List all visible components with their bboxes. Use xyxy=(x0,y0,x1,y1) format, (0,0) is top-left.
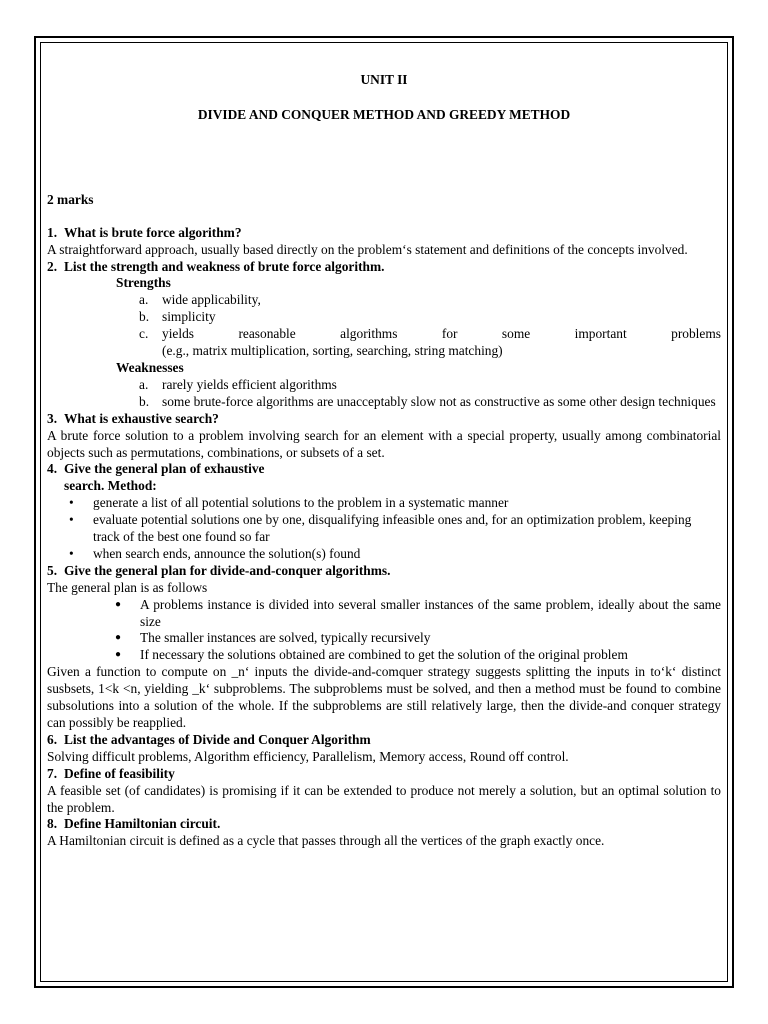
bullet-icon: • xyxy=(69,512,74,528)
list-item: a. rarely yields efficient algorithms xyxy=(139,376,337,392)
question-text-cont: search. Method: xyxy=(64,478,157,494)
answer-1: A straightforward approach, usually based directly on the problem‘s statement and definitions of the concepts involved. xyxy=(47,241,688,257)
answer-8: A Hamiltonian circuit is defined as a cycle that passes through all the vertices of the graph exactly once. xyxy=(47,833,605,849)
question-3 xyxy=(47,411,721,428)
bullet-icon: • xyxy=(69,495,74,511)
answer-5-paragraph: Given a function to compute on _n‘ inputs the divide-and-comquer strategy suggests splitting the inputs in to‘k‘ distinct susbsets, 1<k <n, yielding _k‘ subproblems. The subproblems must be solved, and then a method must be found to combine subsolutions into a solution of the whole. If the subproblems are still relatively large, then the divide-and conquer strategy can possibly be reapplied. xyxy=(47,664,721,730)
bullet-item: ● A problems instance is divided into several smaller instances of the same problem, ideally about the same size xyxy=(115,596,721,629)
question-text: What is brute force algorithm? xyxy=(64,224,242,240)
answer-3: A brute force solution to a problem involving search for an element with a special property, usually among combinatorial objects such as permutations, combinations, or subsets of a set. xyxy=(47,427,721,460)
bullet-icon: ● xyxy=(115,598,122,610)
question-text: Define Hamiltonian circuit. xyxy=(64,816,221,832)
list-item: a. wide applicability, xyxy=(139,292,261,308)
question-number: 7. xyxy=(47,765,58,781)
question-number: 6. xyxy=(47,731,58,747)
question-number: 2. xyxy=(47,258,58,274)
question-number: 5. xyxy=(47,562,58,578)
bullet-icon: • xyxy=(69,545,74,561)
question-text: Give the general plan of exhaustive xyxy=(64,461,265,477)
strengths-label: Strengths xyxy=(116,275,171,291)
unit-heading: UNIT II xyxy=(360,72,408,87)
bullet-item: ● The smaller instances are solved, typically recursively xyxy=(115,630,431,646)
question-text: Define of feasibility xyxy=(64,765,175,781)
question-text: What is exhaustive search? xyxy=(64,410,219,426)
bullet-item: ● If necessary the solutions obtained are combined to get the solution of the original problem xyxy=(115,647,628,663)
answer-7: A feasible set (of candidates) is promising if it can be extended to produce not merely a solution, but an optimal solution to the problem. xyxy=(47,782,721,815)
bullet-icon: ● xyxy=(115,649,122,661)
question-number: 3. xyxy=(47,410,58,426)
question-7 xyxy=(47,766,721,783)
bullet-icon: ● xyxy=(115,632,122,644)
question-5 xyxy=(47,563,721,580)
question-6 xyxy=(47,732,721,749)
answer-5-intro: The general plan is as follows xyxy=(47,579,208,595)
question-number: 4. xyxy=(47,461,58,477)
list-item: b. simplicity xyxy=(139,309,216,325)
bullet-item: • generate a list of all potential solutions to the problem in a systematic manner xyxy=(69,495,509,511)
question-8 xyxy=(47,816,721,833)
justified-line: yields reasonable algorithms for some important problems xyxy=(162,326,721,342)
question-1 xyxy=(47,225,721,242)
document-body xyxy=(47,72,721,850)
section-heading: 2 marks xyxy=(47,191,94,207)
bullet-item: • when search ends, announce the solution(s) found xyxy=(69,545,361,561)
document-title: DIVIDE AND CONQUER METHOD AND GREEDY METHOD xyxy=(197,106,571,122)
question-number: 8. xyxy=(47,816,58,832)
list-item: c. yields reasonable algorithms for some important problems (e.g., matrix multiplication, sorting, searching, string matching) xyxy=(139,326,721,359)
question-text: List the strength and weakness of brute force algorithm. xyxy=(64,258,385,274)
question-text: Give the general plan for divide-and-conquer algorithms. xyxy=(64,562,391,578)
question-2 xyxy=(47,259,721,276)
question-number: 1. xyxy=(47,224,58,240)
list-item: b. some brute-force algorithms are unacceptably slow not as constructive as some other design techniques xyxy=(139,393,716,409)
bullet-item: • evaluate potential solutions one by one, disqualifying infeasible ones and, for an optimization problem, keeping track of the best one found so far xyxy=(69,512,692,545)
question-text: List the advantages of Divide and Conquer Algorithm xyxy=(64,731,371,747)
answer-6: Solving difficult problems, Algorithm efficiency, Parallelism, Memory access, Round off control. xyxy=(47,748,569,764)
weaknesses-label: Weaknesses xyxy=(116,359,184,375)
question-4 xyxy=(47,461,721,478)
